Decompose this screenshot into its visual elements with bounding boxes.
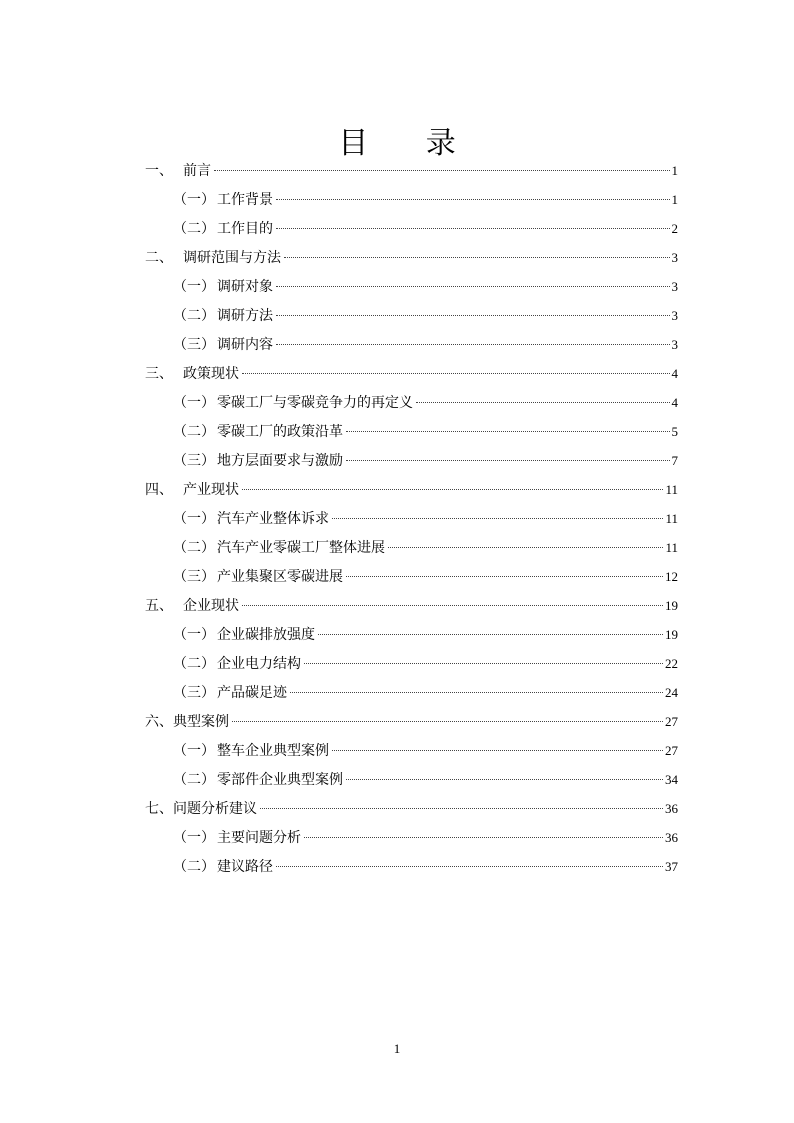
toc-entry-label: 建议路径 (217, 859, 273, 875)
toc-entry-page: 37 (665, 859, 678, 874)
dot-leader (304, 837, 663, 838)
toc-entry-page: 7 (671, 453, 678, 468)
dot-leader (232, 721, 663, 722)
toc-entry-page: 11 (665, 540, 678, 555)
toc-entry-page: 11 (665, 482, 678, 497)
toc-entry-number: （一） (173, 192, 215, 208)
toc-entry-page: 27 (665, 743, 678, 758)
toc-entry-label: 汽车产业零碳工厂整体进展 (217, 540, 385, 556)
toc-entry-label: 产品碳足迹 (217, 685, 287, 701)
toc-entry-page: 1 (671, 192, 678, 207)
dot-leader (276, 228, 670, 229)
toc-entry-label: 零碳工厂的政策沿革 (217, 424, 343, 440)
toc-entry-subsection[interactable] (145, 653, 678, 682)
toc-entry-subsection[interactable] (145, 276, 678, 305)
toc-entry-number: （一） (173, 279, 215, 295)
dot-leader (276, 199, 670, 200)
toc-entry-page: 4 (671, 366, 678, 381)
toc-entry-number: 四、 (145, 482, 173, 498)
dot-leader (260, 808, 663, 809)
toc-entry-number: 一、 (145, 163, 173, 179)
toc-entry-subsection[interactable] (145, 218, 678, 247)
page-number: 1 (393, 1041, 401, 1056)
toc-entry-section-5[interactable] (145, 595, 678, 624)
toc-entry-section-6[interactable] (145, 711, 678, 740)
dot-leader (276, 286, 670, 287)
toc-entry-subsection[interactable] (145, 508, 678, 537)
dot-leader (284, 257, 670, 258)
table-of-contents (145, 160, 678, 885)
toc-entry-number: （一） (173, 395, 215, 411)
toc-entry-page: 24 (665, 685, 678, 700)
dot-leader (346, 460, 670, 461)
toc-entry-page: 36 (665, 801, 678, 816)
toc-entry-subsection[interactable] (145, 189, 678, 218)
toc-entry-page: 3 (671, 279, 678, 294)
dot-leader (242, 489, 663, 490)
toc-entry-page: 19 (665, 627, 678, 642)
toc-entry-section-4[interactable] (145, 479, 678, 508)
toc-entry-page: 2 (671, 221, 678, 236)
toc-entry-page: 1 (671, 163, 678, 178)
toc-entry-section-3[interactable] (145, 363, 678, 392)
toc-entry-number: （二） (173, 772, 215, 788)
toc-entry-number: （一） (173, 627, 215, 643)
toc-entry-subsection[interactable] (145, 450, 678, 479)
dot-leader (242, 373, 670, 374)
toc-entry-label: 前言 (183, 163, 211, 179)
toc-entry-label: 调研范围与方法 (183, 250, 281, 266)
toc-entry-subsection[interactable] (145, 305, 678, 334)
toc-entry-number: （三） (173, 685, 215, 701)
toc-entry-subsection[interactable] (145, 392, 678, 421)
toc-entry-label: 企业电力结构 (217, 656, 301, 672)
toc-entry-label: 企业碳排放强度 (217, 627, 315, 643)
toc-entry-subsection[interactable] (145, 827, 678, 856)
toc-entry-page: 3 (671, 337, 678, 352)
dot-leader (276, 315, 670, 316)
toc-entry-number: 二、 (145, 250, 173, 266)
toc-entry-number: （二） (173, 656, 215, 672)
toc-entry-section-2[interactable] (145, 247, 678, 276)
toc-entry-subsection[interactable] (145, 769, 678, 798)
toc-entry-number: （二） (173, 540, 215, 556)
toc-entry-subsection[interactable] (145, 334, 678, 363)
toc-entry-label: 政策现状 (183, 366, 239, 382)
dot-leader (242, 605, 663, 606)
toc-entry-label: 零碳工厂与零碳竞争力的再定义 (217, 395, 413, 411)
toc-entry-subsection[interactable] (145, 740, 678, 769)
toc-entry-label: 主要问题分析 (217, 830, 301, 846)
toc-entry-number: 三、 (145, 366, 173, 382)
toc-entry-label: 汽车产业整体诉求 (217, 511, 329, 527)
toc-entry-number: （一） (173, 830, 215, 846)
dot-leader (304, 663, 663, 664)
toc-entry-number: （三） (173, 569, 215, 585)
toc-entry-label: 企业现状 (183, 598, 239, 614)
toc-entry-number: 五、 (145, 598, 173, 614)
toc-entry-subsection[interactable] (145, 856, 678, 885)
toc-entry-label: 产业集聚区零碳进展 (217, 569, 343, 585)
dot-leader (318, 634, 663, 635)
toc-entry-number: （一） (173, 511, 215, 527)
toc-entry-label: 典型案例 (173, 714, 229, 730)
toc-entry-label: 产业现状 (183, 482, 239, 498)
dot-leader (276, 866, 663, 867)
toc-entry-page: 3 (671, 308, 678, 323)
dot-leader (332, 750, 663, 751)
page-title: 目 录 (338, 126, 480, 161)
dot-leader (416, 402, 670, 403)
toc-entry-page: 11 (665, 511, 678, 526)
toc-entry-label: 零部件企业典型案例 (217, 772, 343, 788)
toc-entry-label: 调研内容 (217, 337, 273, 353)
toc-entry-label: 整车企业典型案例 (217, 743, 329, 759)
toc-entry-number: （一） (173, 743, 215, 759)
dot-leader (290, 692, 663, 693)
toc-entry-label: 地方层面要求与激励 (217, 453, 343, 469)
toc-entry-label: 问题分析建议 (173, 801, 257, 817)
toc-entry-section-7[interactable] (145, 798, 678, 827)
toc-entry-subsection[interactable] (145, 421, 678, 450)
toc-entry-subsection[interactable] (145, 537, 678, 566)
toc-entry-number: （二） (173, 859, 215, 875)
toc-entry-label: 调研方法 (217, 308, 273, 324)
toc-entry-section-1[interactable] (145, 160, 678, 189)
toc-entry-page: 36 (665, 830, 678, 845)
dot-leader (388, 547, 663, 548)
toc-entry-number: 七、 (145, 801, 173, 817)
toc-entry-subsection[interactable] (145, 566, 678, 595)
toc-entry-subsection[interactable] (145, 624, 678, 653)
dot-leader (346, 779, 663, 780)
toc-entry-subsection[interactable] (145, 682, 678, 711)
toc-entry-number: （二） (173, 221, 215, 237)
dot-leader (346, 576, 663, 577)
dot-leader (332, 518, 663, 519)
toc-entry-page: 4 (671, 395, 678, 410)
toc-entry-label: 工作目的 (217, 221, 273, 237)
toc-entry-label: 调研对象 (217, 279, 273, 295)
dot-leader (346, 431, 670, 432)
toc-entry-page: 22 (665, 656, 678, 671)
toc-entry-number: （二） (173, 424, 215, 440)
toc-entry-number: （二） (173, 308, 215, 324)
toc-entry-page: 34 (665, 772, 678, 787)
toc-entry-page: 12 (665, 569, 678, 584)
toc-entry-page: 3 (671, 250, 678, 265)
toc-entry-label: 工作背景 (217, 192, 273, 208)
toc-entry-number: 六、 (145, 714, 173, 730)
toc-entry-number: （三） (173, 453, 215, 469)
toc-entry-page: 27 (665, 714, 678, 729)
toc-entry-page: 5 (671, 424, 678, 439)
dot-leader (214, 170, 670, 171)
dot-leader (276, 344, 670, 345)
toc-entry-page: 19 (665, 598, 678, 613)
toc-entry-number: （三） (173, 337, 215, 353)
